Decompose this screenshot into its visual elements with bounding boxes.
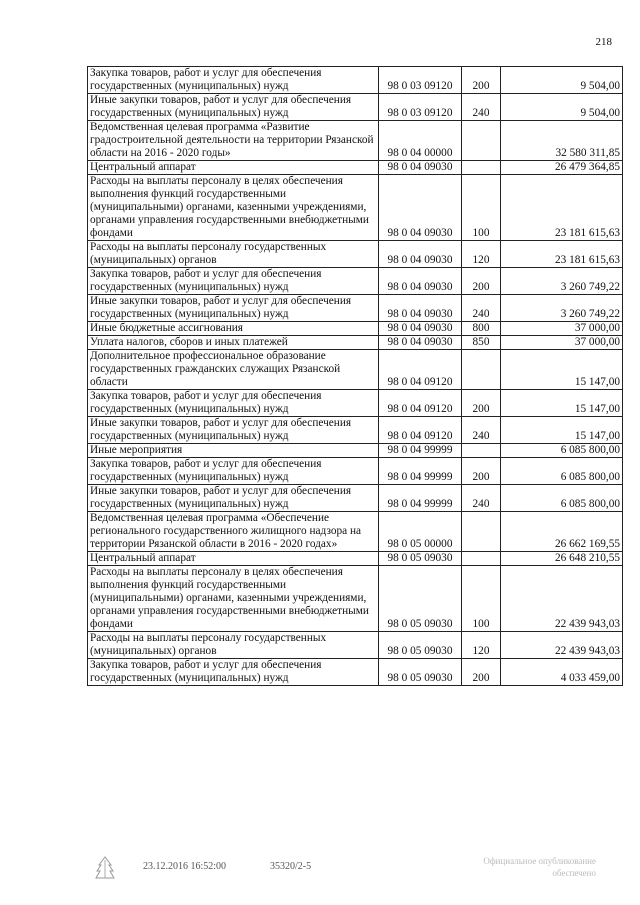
- row-sum: 26 479 364,85: [501, 161, 623, 175]
- table-row: [88, 121, 623, 161]
- row-sum: 26 648 210,55: [501, 552, 623, 566]
- row-vr: 240: [462, 295, 501, 322]
- table-row: [88, 241, 623, 268]
- page-footer: [0, 857, 640, 897]
- row-name: Центральный аппарат: [88, 161, 379, 175]
- row-name: Иные закупки товаров, работ и услуг для обеспечения государственных (муниципальных) нужд: [88, 485, 379, 512]
- table-row: [88, 458, 623, 485]
- row-code: 98 0 04 09030: [379, 161, 462, 175]
- row-vr: [462, 121, 501, 161]
- row-sum: 3 260 749,22: [501, 268, 623, 295]
- table-row: [88, 485, 623, 512]
- row-vr: [462, 350, 501, 390]
- stamp-line-2: обеспечено: [552, 868, 596, 878]
- table-row: [88, 566, 623, 632]
- row-code: 98 0 05 09030: [379, 632, 462, 659]
- table-row: [88, 417, 623, 444]
- row-sum: 22 439 943,03: [501, 566, 623, 632]
- row-name: Иные закупки товаров, работ и услуг для обеспечения государственных (муниципальных) нужд: [88, 94, 379, 121]
- page-number: 218: [595, 36, 612, 48]
- row-vr: 200: [462, 268, 501, 295]
- table-row: [88, 632, 623, 659]
- row-name: Иные мероприятия: [88, 444, 379, 458]
- row-sum: 23 181 615,63: [501, 241, 623, 268]
- row-code: 98 0 04 09030: [379, 295, 462, 322]
- row-sum: 15 147,00: [501, 390, 623, 417]
- row-name: Ведомственная целевая программа «Обеспечение регионального государственного жилищного надзора на территории Рязанской области в 2016 - 2020 годах»: [88, 512, 379, 552]
- budget-table: [87, 66, 623, 686]
- row-vr: 200: [462, 659, 501, 686]
- row-name: Закупка товаров, работ и услуг для обеспечения государственных (муниципальных) нужд: [88, 458, 379, 485]
- row-name: Дополнительное профессиональное образование государственных гражданских служащих Рязанской области: [88, 350, 379, 390]
- row-sum: 6 085 800,00: [501, 458, 623, 485]
- row-name: Центральный аппарат: [88, 552, 379, 566]
- row-code: 98 0 04 09120: [379, 390, 462, 417]
- row-code: 98 0 05 09030: [379, 566, 462, 632]
- table-row: [88, 336, 623, 350]
- row-code: 98 0 03 09120: [379, 67, 462, 94]
- row-code: 98 0 04 09030: [379, 175, 462, 241]
- table-row: [88, 295, 623, 322]
- row-sum: 3 260 749,22: [501, 295, 623, 322]
- row-sum: 9 504,00: [501, 94, 623, 121]
- budget-table-body: [88, 67, 623, 686]
- row-vr: 200: [462, 390, 501, 417]
- row-vr: 240: [462, 94, 501, 121]
- row-vr: 120: [462, 241, 501, 268]
- row-sum: 15 147,00: [501, 417, 623, 444]
- table-row: [88, 350, 623, 390]
- footer-datetime: 23.12.2016 16:52:00: [143, 861, 227, 872]
- row-vr: 240: [462, 485, 501, 512]
- row-vr: 120: [462, 632, 501, 659]
- table-row: [88, 512, 623, 552]
- row-vr: [462, 161, 501, 175]
- row-name: Иные бюджетные ассигнования: [88, 322, 379, 336]
- row-name: Расходы на выплаты персоналу в целях обеспечения выполнения функций государственными (муниципальными) органами, казенными учреждениями, органами управления государственными внебюджетными фондами: [88, 175, 379, 241]
- table-row: [88, 268, 623, 295]
- table-row: [88, 322, 623, 336]
- row-name: Иные закупки товаров, работ и услуг для обеспечения государственных (муниципальных) нужд: [88, 295, 379, 322]
- row-sum: 15 147,00: [501, 350, 623, 390]
- row-code: 98 0 05 00000: [379, 512, 462, 552]
- row-sum: 4 033 459,00: [501, 659, 623, 686]
- row-vr: 200: [462, 458, 501, 485]
- table-row: [88, 444, 623, 458]
- row-sum: 37 000,00: [501, 336, 623, 350]
- row-code: 98 0 05 09030: [379, 659, 462, 686]
- row-name: Закупка товаров, работ и услуг для обеспечения государственных (муниципальных) нужд: [88, 67, 379, 94]
- row-name: Уплата налогов, сборов и иных платежей: [88, 336, 379, 350]
- emblem-icon: [92, 855, 118, 881]
- row-code: 98 0 04 00000: [379, 121, 462, 161]
- row-sum: 23 181 615,63: [501, 175, 623, 241]
- row-sum: 26 662 169,55: [501, 512, 623, 552]
- row-vr: 200: [462, 67, 501, 94]
- row-name: Закупка товаров, работ и услуг для обеспечения государственных (муниципальных) нужд: [88, 390, 379, 417]
- row-name: Расходы на выплаты персоналу государственных (муниципальных) органов: [88, 241, 379, 268]
- table-row: [88, 175, 623, 241]
- row-name: Закупка товаров, работ и услуг для обеспечения государственных (муниципальных) нужд: [88, 659, 379, 686]
- row-vr: 240: [462, 417, 501, 444]
- row-name: Расходы на выплаты персоналу государственных (муниципальных) органов: [88, 632, 379, 659]
- table-row: [88, 390, 623, 417]
- row-name: Ведомственная целевая программа «Развитие градостроительной деятельности на территории Рязанской области на 2016 - 2020 годы»: [88, 121, 379, 161]
- row-code: 98 0 04 09030: [379, 336, 462, 350]
- row-vr: [462, 444, 501, 458]
- row-vr: 100: [462, 175, 501, 241]
- table-row: [88, 67, 623, 94]
- row-vr: [462, 512, 501, 552]
- row-code: 98 0 03 09120: [379, 94, 462, 121]
- table-row: [88, 161, 623, 175]
- row-sum: 37 000,00: [501, 322, 623, 336]
- row-code: 98 0 04 09030: [379, 268, 462, 295]
- row-sum: 6 085 800,00: [501, 444, 623, 458]
- row-code: 98 0 04 09030: [379, 241, 462, 268]
- row-code: 98 0 04 99999: [379, 458, 462, 485]
- row-sum: 6 085 800,00: [501, 485, 623, 512]
- table-row: [88, 552, 623, 566]
- row-vr: 850: [462, 336, 501, 350]
- row-sum: 22 439 943,03: [501, 632, 623, 659]
- row-code: 98 0 04 99999: [379, 485, 462, 512]
- row-name: Закупка товаров, работ и услуг для обеспечения государственных (муниципальных) нужд: [88, 268, 379, 295]
- row-code: 98 0 05 09030: [379, 552, 462, 566]
- row-code: 98 0 04 99999: [379, 444, 462, 458]
- row-code: 98 0 04 09030: [379, 322, 462, 336]
- table-row: [88, 94, 623, 121]
- stamp-line-1: Официальное опубликование: [483, 856, 596, 866]
- row-sum: 9 504,00: [501, 67, 623, 94]
- row-vr: 100: [462, 566, 501, 632]
- footer-doc-number: 35320/2-5: [270, 861, 312, 872]
- row-name: Иные закупки товаров, работ и услуг для обеспечения государственных (муниципальных) нужд: [88, 417, 379, 444]
- row-code: 98 0 04 09120: [379, 350, 462, 390]
- row-vr: [462, 552, 501, 566]
- publication-stamp: [446, 855, 596, 879]
- row-vr: 800: [462, 322, 501, 336]
- row-sum: 32 580 311,85: [501, 121, 623, 161]
- table-row: [88, 659, 623, 686]
- row-code: 98 0 04 09120: [379, 417, 462, 444]
- row-name: Расходы на выплаты персоналу в целях обеспечения выполнения функций государственными (муниципальными) органами, казенными учреждениями, органами управления государственными внебюджетными фондами: [88, 566, 379, 632]
